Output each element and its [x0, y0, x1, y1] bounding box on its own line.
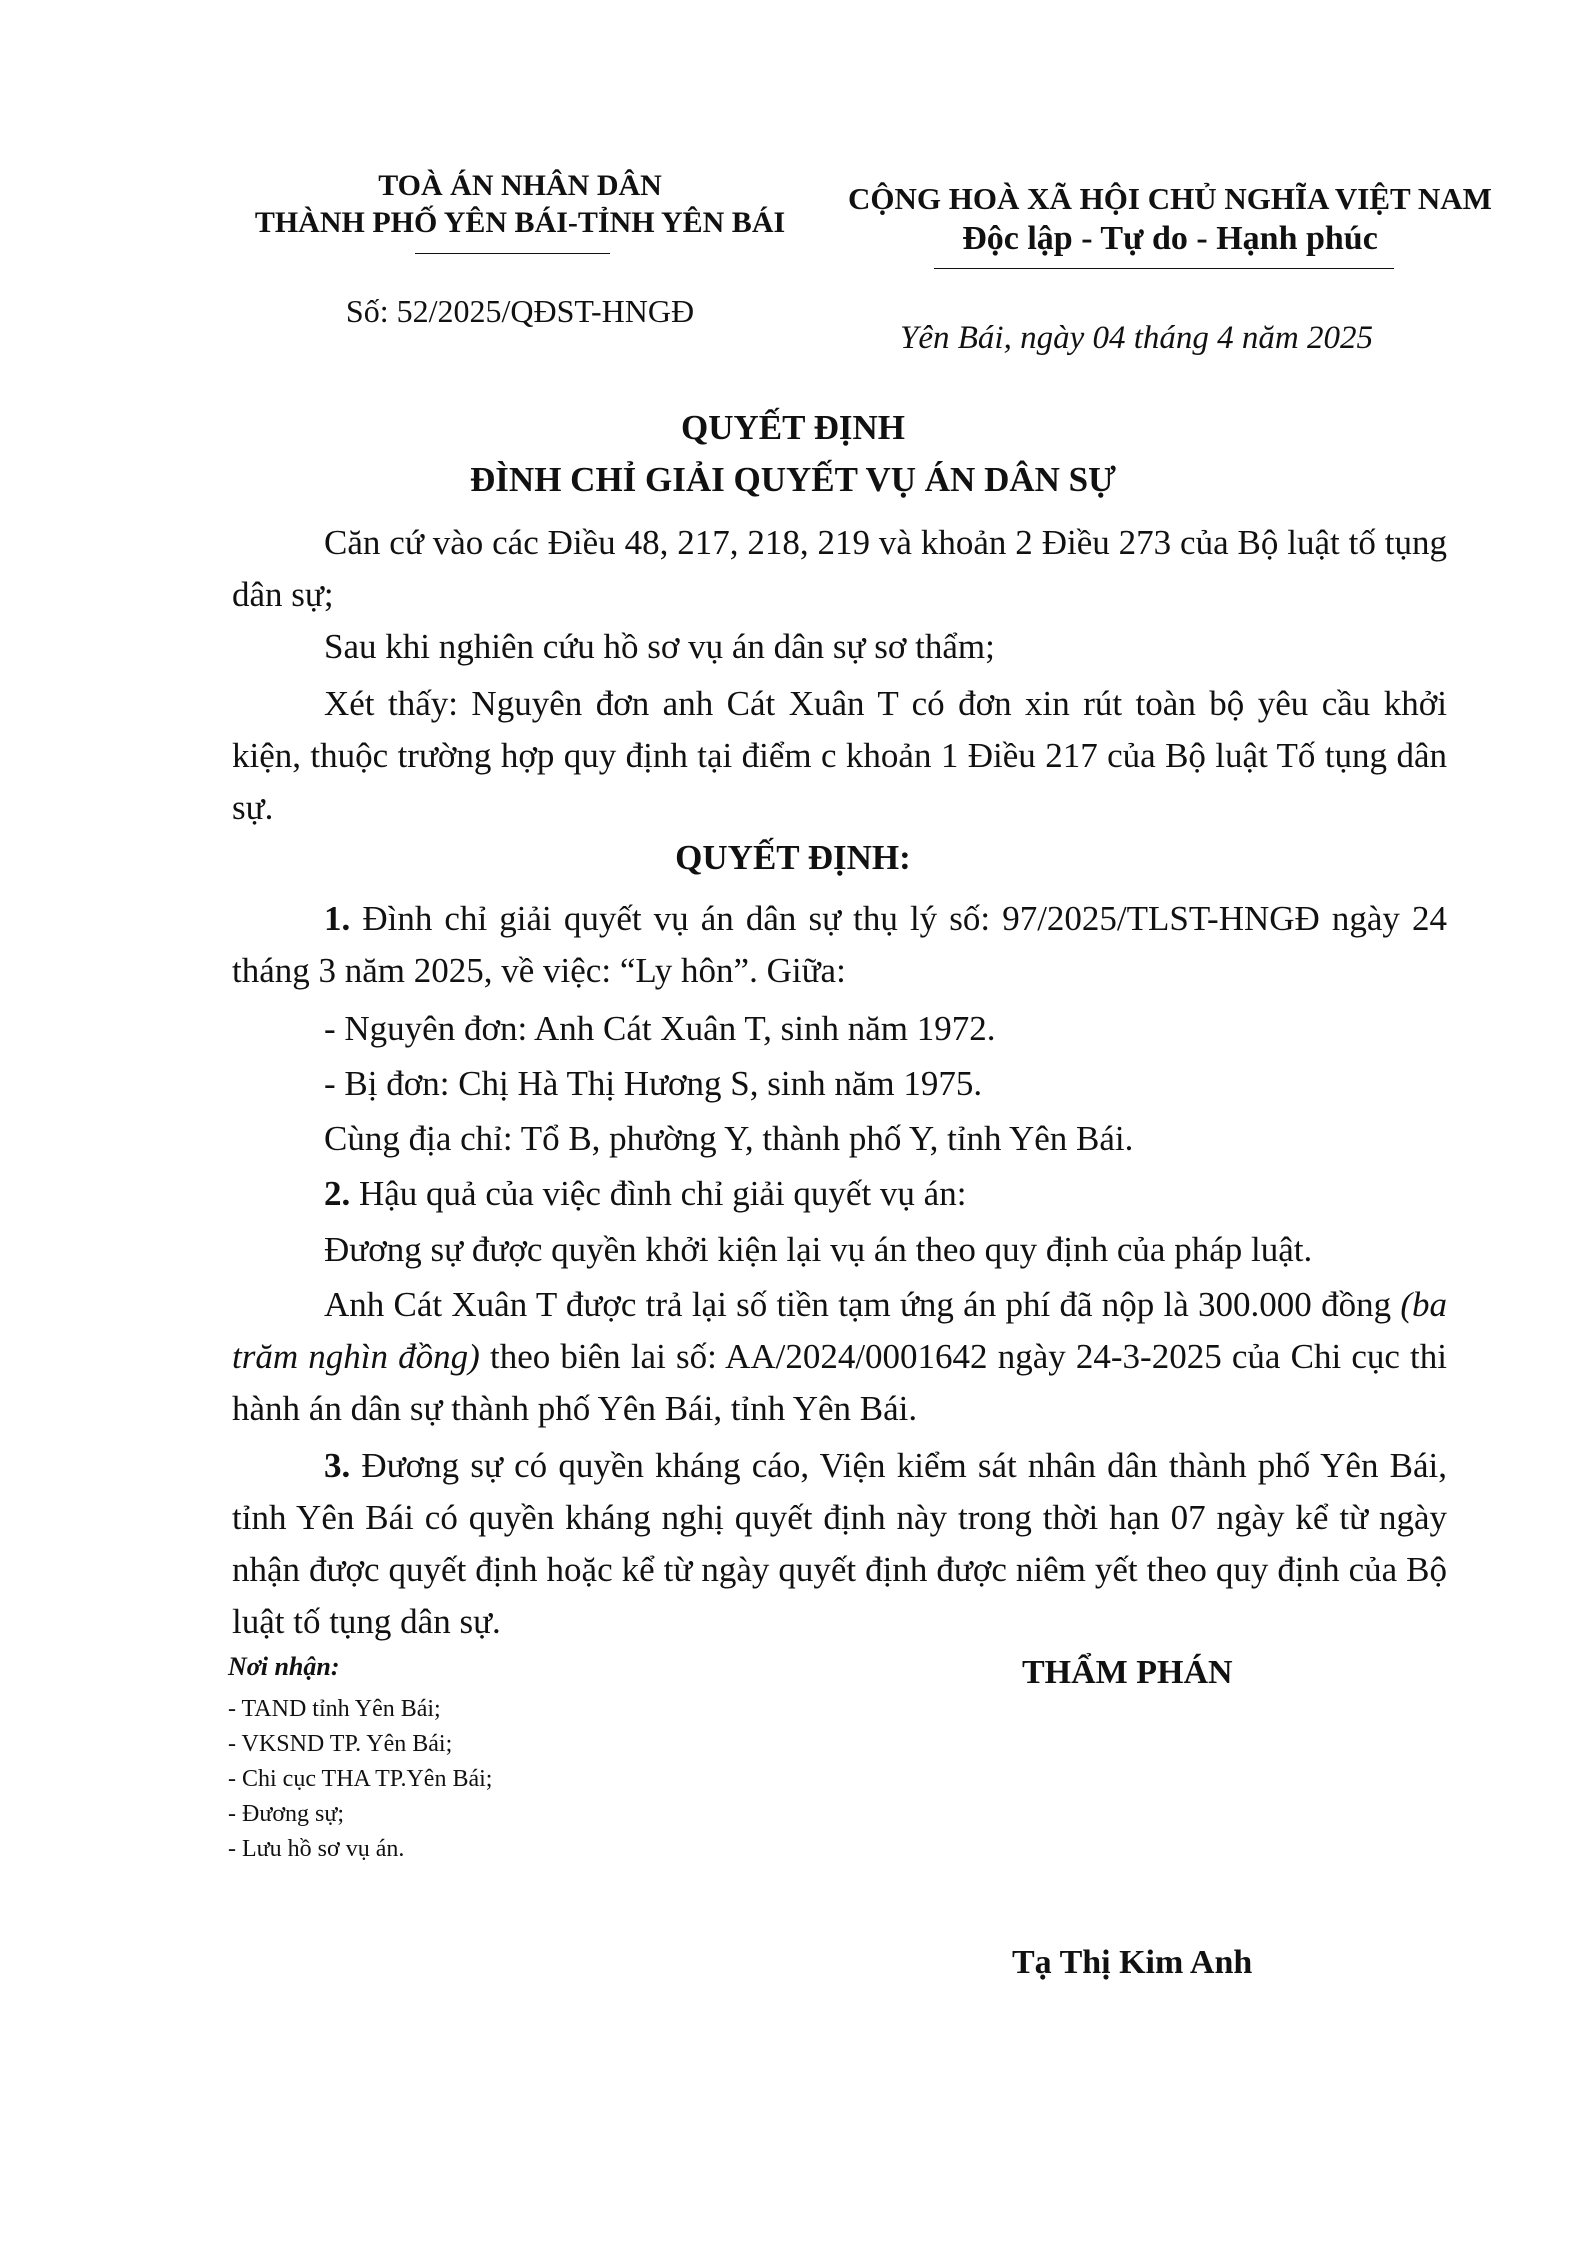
document-title: QUYẾT ĐỊNH — [681, 408, 905, 447]
place-date: Yên Bái, ngày 04 tháng 4 năm 2025 — [900, 320, 1373, 356]
decision-heading: QUYẾT ĐỊNH: — [675, 838, 911, 877]
item-text: Đình chỉ giải quyết vụ án dân sự thụ lý số: 97/2025/TLST-HNGĐ ngày 24 tháng 3 năm 2025, về việc: “Ly hôn”. Giữa: — [232, 899, 1447, 990]
item-number: 1. — [324, 899, 351, 938]
defendant-line: - Bị đơn: Chị Hà Thị Hương S, sinh năm 1975. — [324, 1064, 983, 1103]
recipient-item: - Chi cục THA TP.Yên Bái; — [228, 1766, 493, 1792]
address-line: Cùng địa chỉ: Tổ B, phường Y, thành phố Y, tỉnh Yên Bái. — [324, 1119, 1134, 1158]
court-name-line2: THÀNH PHỐ YÊN BÁI-TỈNH YÊN BÁI — [254, 206, 786, 239]
nation-name: CỘNG HOÀ XÃ HỘI CHỦ NGHĨA VIỆT NAM — [848, 181, 1492, 216]
recipient-item: - Lưu hồ sơ vụ án. — [228, 1836, 405, 1862]
preamble-consideration: Xét thấy: Nguyên đơn anh Cát Xuân T có đơn xin rút toàn bộ yêu cầu khởi kiện, thuộc trường hợp quy định tại điểm c khoản 1 Điều 217 của Bộ luật Tố tụng dân sự. — [232, 684, 1447, 827]
plaintiff-line: - Nguyên đơn: Anh Cát Xuân T, sinh năm 1972. — [324, 1009, 996, 1048]
item-2-refund — [232, 1279, 1447, 1435]
item-2-right-to-sue: Đương sự được quyền khởi kiện lại vụ án theo quy định của pháp luật. — [324, 1230, 1313, 1269]
item-text: Hậu quả của việc đình chỉ giải quyết vụ án: — [350, 1174, 967, 1213]
motto-underline — [934, 268, 1394, 269]
recipient-item: - Đương sự; — [228, 1801, 345, 1827]
signer-title: THẨM PHÁN — [1022, 1654, 1233, 1691]
decision-number: Số: 52/2025/QĐST-HNGĐ — [345, 293, 695, 329]
item-text: Đương sự có quyền kháng cáo, Viện kiểm sát nhân dân thành phố Yên Bái, tỉnh Yên Bái có quyền kháng nghị quyết định này trong thời hạn 07 ngày kể từ ngày nhận được quyết định hoặc kể từ ngày quyết định được niêm yết theo quy định của Bộ luật tố tụng dân sự. — [232, 1446, 1447, 1641]
preamble-review: Sau khi nghiên cứu hồ sơ vụ án dân sự sơ thẩm; — [324, 627, 995, 666]
item-number: 2. — [324, 1174, 351, 1213]
court-underline — [415, 253, 610, 254]
document-subtitle: ĐÌNH CHỈ GIẢI QUYẾT VỤ ÁN DÂN SỰ — [470, 460, 1116, 499]
recipient-item: - TAND tỉnh Yên Bái; — [228, 1696, 441, 1722]
decision-item-1 — [232, 893, 1447, 997]
recipients-heading: Nơi nhận: — [228, 1652, 340, 1681]
preamble-legal-basis: Căn cứ vào các Điều 48, 217, 218, 219 và khoản 2 Điều 273 của Bộ luật tố tụng dân sự; — [232, 523, 1447, 614]
nation-motto: Độc lập - Tự do - Hạnh phúc — [962, 220, 1378, 257]
decision-item-3 — [232, 1440, 1447, 1648]
refund-amount-words: (ba trăm nghìn đồng) — [232, 1285, 1447, 1376]
decision-item-2 — [324, 1168, 966, 1220]
signer-name: Tạ Thị Kim Anh — [1012, 1944, 1253, 1981]
item-number: 3. — [324, 1446, 351, 1485]
refund-text-b: theo biên lai số: AA/2024/0001642 ngày 24-3-2025 của Chi cục thi hành án dân sự thành phố Yên Bái, tỉnh Yên Bái. — [232, 1337, 1448, 1428]
recipients-list — [228, 1692, 492, 1867]
recipient-item: - VKSND TP. Yên Bái; — [228, 1731, 453, 1757]
court-name-line1: TOÀ ÁN NHÂN DÂN — [378, 169, 662, 202]
refund-text-a: Anh Cát Xuân T được trả lại số tiền tạm ứng án phí đã nộp là 300.000 đồng — [324, 1285, 1401, 1324]
